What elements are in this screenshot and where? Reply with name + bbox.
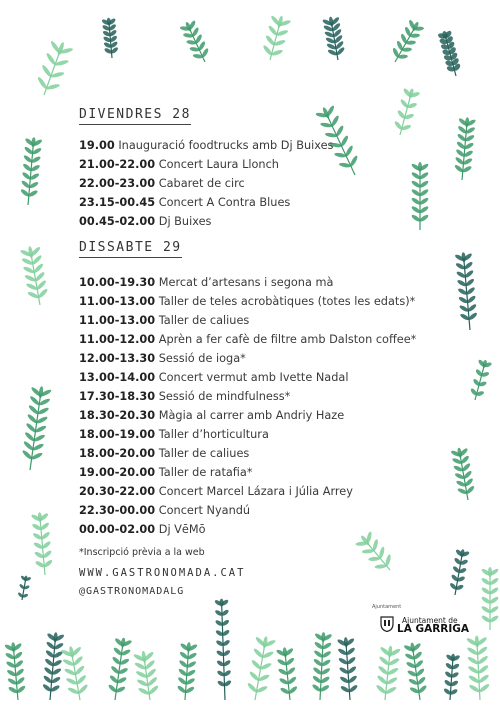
event-time: 11.00-13.00 (79, 314, 156, 327)
event-description: Concert Nyandú (158, 504, 251, 517)
event-time: 11.00-13.00 (79, 295, 156, 308)
schedule-item (79, 311, 416, 330)
schedule-item (79, 501, 416, 520)
event-description: Taller d’horticultura (158, 428, 269, 441)
schedule-item (79, 349, 416, 368)
event-time: 19.00-20.00 (79, 466, 156, 479)
event-time: 13.00-14.00 (79, 371, 156, 384)
logo-caption: Ajuntament (372, 604, 402, 610)
event-description: Concert Laura Llonch (158, 158, 279, 171)
event-time: 23.15-00.45 (79, 196, 156, 209)
instagram-handle[interactable]: @GASTRONOMADALG (79, 586, 185, 597)
event-time: 17.30-18.30 (79, 390, 156, 403)
event-description: Sessió de mindfulness* (158, 390, 291, 403)
event-time: 10.00-19.30 (79, 276, 156, 289)
logo-line1: Ajuntament de (402, 616, 458, 625)
schedule-item (79, 444, 416, 463)
schedule-item (79, 155, 333, 174)
schedule-item (79, 136, 333, 155)
event-description: Concert vermut amb Ivette Nadal (158, 371, 349, 384)
schedule-item (79, 520, 416, 539)
event-description: Aprèn a fer cafè de filtre amb Dalston coffee* (158, 333, 417, 346)
town-council-logo (372, 604, 472, 635)
event-description: Dj VēMō (158, 523, 206, 536)
event-time: 18.00-19.00 (79, 428, 156, 441)
event-description: Dj Buixes (158, 215, 212, 228)
event-time: 19.00 (79, 139, 115, 152)
event-time: 22.00-23.00 (79, 177, 156, 190)
event-time: 00.00-02.00 (79, 523, 156, 536)
schedule-item (79, 368, 416, 387)
event-time: 22.30-00.00 (79, 504, 156, 517)
event-description: Taller de caliues (158, 314, 250, 327)
event-time: 00.45-02.00 (79, 215, 156, 228)
schedule-item (79, 193, 333, 212)
schedule-item (79, 212, 333, 231)
website-link[interactable]: WWW.GASTRONOMADA.CAT (79, 567, 246, 579)
event-description: Concert Marcel Lázara i Júlia Arrey (158, 485, 353, 498)
event-time: 12.00-13.30 (79, 352, 156, 365)
schedule-item (79, 174, 333, 193)
event-time: 18.00-20.00 (79, 447, 156, 460)
schedule-item (79, 292, 416, 311)
registration-note: *Inscripció prèvia a la web (79, 547, 205, 558)
coat-of-arms-icon (380, 616, 394, 632)
saturday-schedule (79, 273, 416, 539)
event-description: Mercat d’artesans i segona mà (158, 276, 334, 289)
event-time: 18.30-20.30 (79, 409, 156, 422)
event-time: 11.00-12.00 (79, 333, 156, 346)
schedule-item (79, 273, 416, 292)
friday-heading: DIVENDRES 28 (79, 107, 191, 125)
event-description: Inauguració foodtrucks amb Dj Buixes (118, 139, 334, 152)
friday-schedule (79, 136, 333, 231)
schedule-item (79, 330, 416, 349)
event-description: Sessió de ioga* (158, 352, 246, 365)
schedule-item (79, 406, 416, 425)
schedule-item (79, 482, 416, 501)
saturday-heading: DISSABTE 29 (79, 240, 182, 258)
event-description: Màgia al carrer amb Andriy Haze (158, 409, 345, 422)
event-description: Taller de caliues (158, 447, 250, 460)
event-description: Taller de ratafia* (158, 466, 253, 479)
schedule-item (79, 463, 416, 482)
schedule-item (79, 425, 416, 444)
event-description: Concert A Contra Blues (158, 196, 291, 209)
event-description: Cabaret de circ (158, 177, 245, 190)
event-description: Taller de teles acrobàtiques (totes les edats)* (158, 295, 416, 308)
logo-line2: LA GARRIGA (397, 623, 470, 635)
schedule-item (79, 387, 416, 406)
event-time: 20.30-22.00 (79, 485, 156, 498)
event-time: 21.00-22.00 (79, 158, 156, 171)
